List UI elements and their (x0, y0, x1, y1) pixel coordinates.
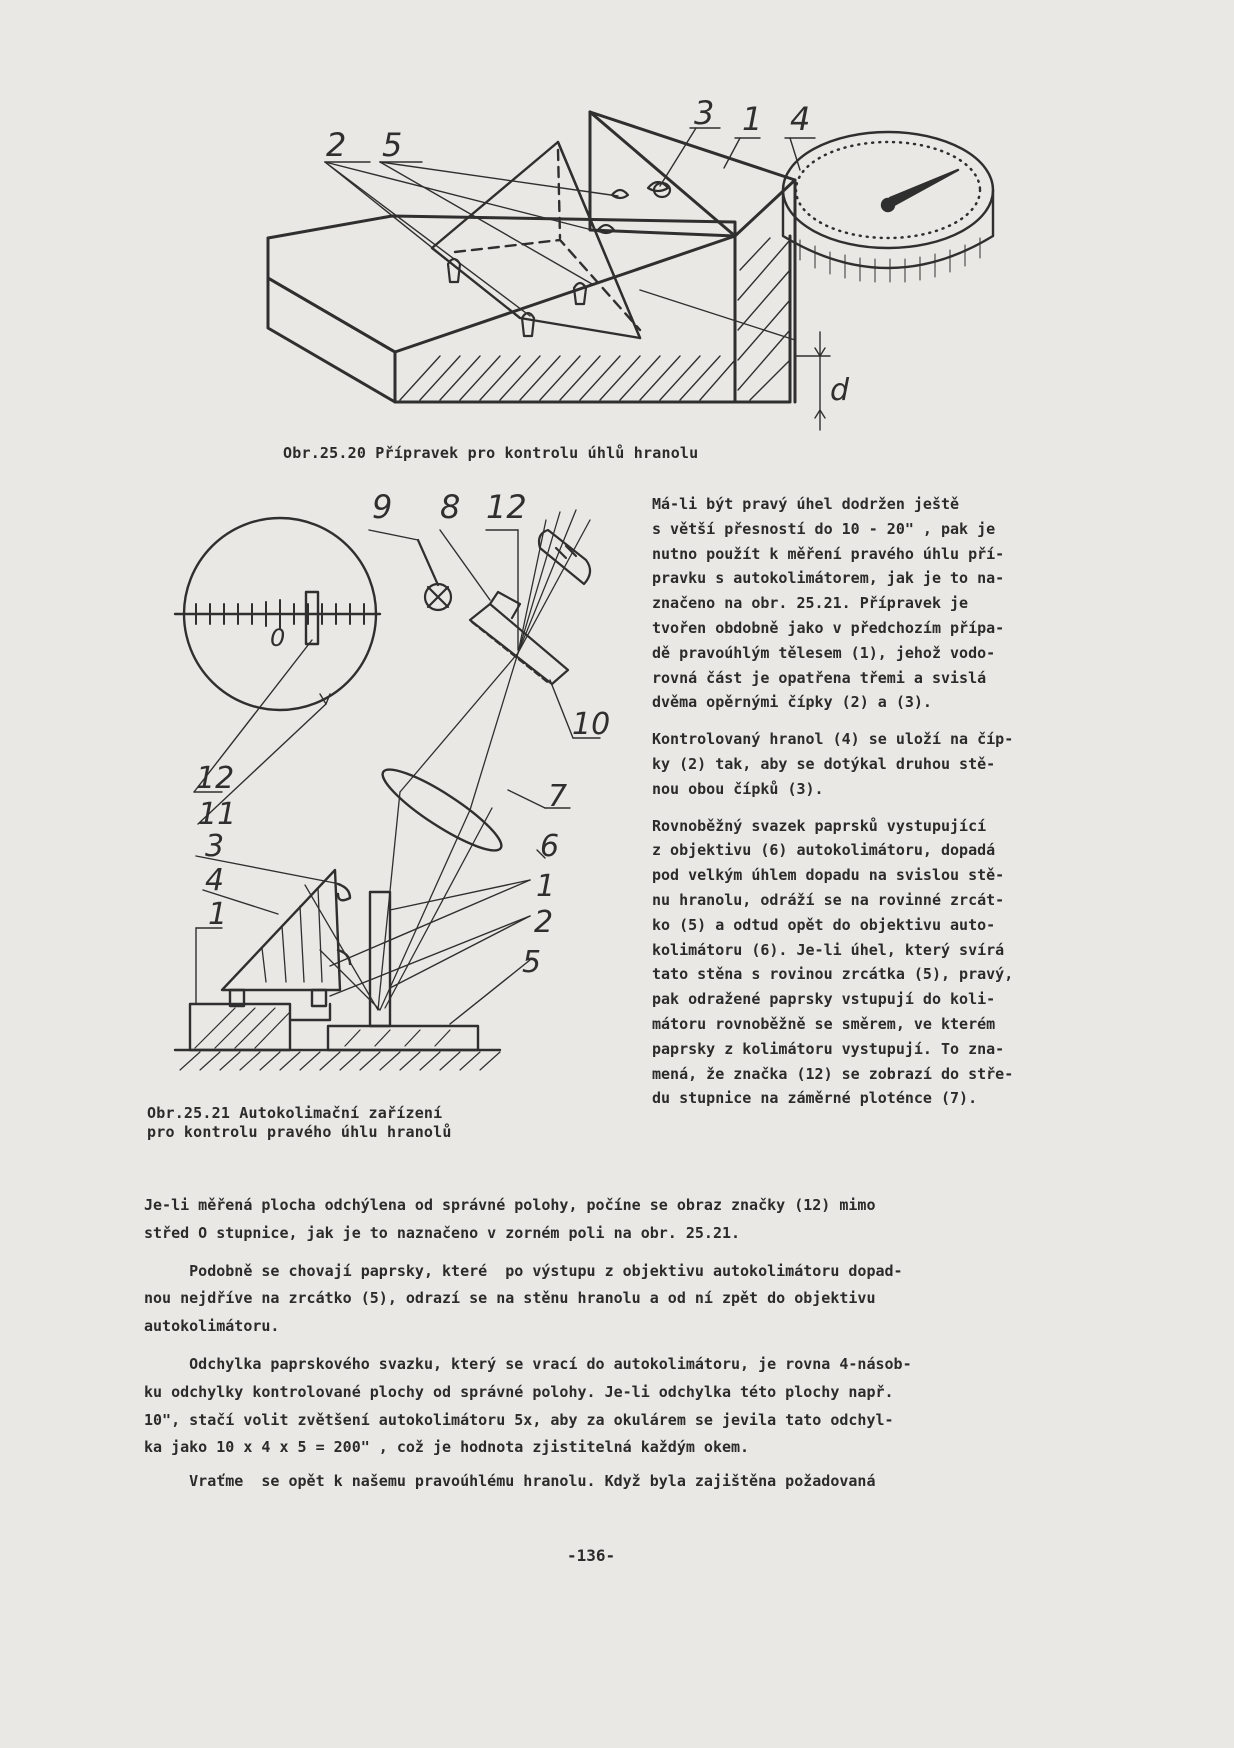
text-line: nu hranolu, odráží se na rovinné zrcát- (652, 890, 1005, 909)
label-12-top: 12 (486, 488, 527, 526)
text-line: dvěma opěrnými čípky (2) a (3). (652, 693, 932, 712)
text-line: pod velkým úhlem dopadu na svislou stě- (652, 866, 1005, 885)
label-3: 3 (694, 94, 715, 132)
text-line: Má-li být pravý úhel dodržen ještě (652, 495, 960, 513)
text-line: značeno na obr. 25.21. Přípravek je (652, 594, 969, 613)
label-0: 0 (270, 624, 286, 652)
text-line: Rovnoběžný svazek paprsků vystupující (652, 816, 987, 835)
text-line: střed O stupnice, jak je to naznačeno v zorném poli na obr. 25.21. (144, 1223, 741, 1242)
figure-25-21-caption (147, 1104, 452, 1142)
label-7: 7 (548, 779, 568, 814)
text-line: nutno použít k měření pravého úhlu pří- (652, 544, 1005, 563)
text-line: ko (5) a odtud opět do objektivu auto- (652, 915, 996, 934)
text-line: ka jako 10 x 4 x 5 = 200" , což je hodnota zjistitelná každým okem. (144, 1438, 750, 1457)
text-line: kolimátoru (6). Je-li úhel, který svírá (652, 940, 1005, 959)
text-line: pak odražené paprsky vstupují do koli- (652, 990, 996, 1009)
text-line: Kontrolovaný hranol (4) se uloží na číp- (652, 730, 1014, 749)
caption-line: Obr.25.21 Autokolimační zařízení (147, 1104, 443, 1122)
label-12-left: 12 (196, 761, 235, 796)
label-11: 11 (198, 797, 237, 832)
text-line: nou obou čípků (3). (652, 779, 824, 798)
text-line: ku odchylky kontrolované plochy od správné polohy. Je-li odchylka této plochy např. (144, 1382, 894, 1401)
label-4: 4 (790, 100, 811, 138)
text-line: dě pravoúhlým tělesem (1), jehož vodo- (652, 643, 996, 662)
label-1-left: 1 (208, 897, 228, 932)
text-line: rovná část je opatřena třemi a svislá (652, 668, 987, 687)
fig2-labels (196, 488, 610, 980)
caption-line: pro kontrolu pravého úhlu hranolů (147, 1123, 452, 1141)
label-9: 9 (372, 488, 393, 526)
base-hatching (180, 1008, 500, 1070)
full-width-text (144, 1192, 1094, 1496)
text-line: Vraťme se opět k našemu pravoúhlému hranolu. Když byla zajištěna požadovaná (144, 1472, 876, 1491)
figure-25-20-caption: Obr.25.20 Přípravek pro kontrolu úhlů hranolu (283, 444, 699, 462)
text-line (144, 1248, 1094, 1258)
page-number: -136- (567, 1546, 616, 1565)
right-column-text (652, 492, 1106, 1111)
label-d: d (830, 373, 850, 408)
text-line: nou nejdříve na zrcátko (5), odrazí se na stěnu hranolu a od ní zpět do objektivu (144, 1289, 876, 1308)
label-1: 1 (742, 100, 763, 138)
text-line: Odchylka paprskového svazku, který se vrací do autokolimátoru, je rovna 4-násob- (144, 1354, 912, 1373)
text-line: ky (2) tak, aby se dotýkal druhou stě- (652, 754, 996, 773)
text-line: tvořen obdobně jako v předchozím přípa- (652, 618, 1005, 637)
label-2: 2 (534, 905, 554, 940)
text-line: 10", stačí volit zvětšení autokolimátoru 5x, aby za okulárem se jevila tato odchyl- (144, 1410, 894, 1429)
label-6: 6 (540, 829, 560, 864)
label-3: 3 (205, 829, 225, 864)
label-1-right: 1 (536, 869, 556, 904)
text-line: paprsky z kolimátoru vystupují. To zna- (652, 1039, 1005, 1058)
text-line: mená, že značka (12) se zobrazí do stře- (652, 1064, 1014, 1083)
text-line: z objektivu (6) autokolimátoru, dopadá (652, 841, 996, 860)
text-line: du stupnice na záměrné ploténce (7). (652, 1089, 978, 1108)
text-line: Je-li měřená plocha odchýlena od správné polohy, počíne se obraz značky (12) mimo (144, 1196, 876, 1214)
label-10: 10 (572, 707, 611, 742)
text-line: tato stěna s rovinou zrcátka (5), pravý, (652, 965, 1014, 984)
text-line: pravku s autokolimátorem, jak je to na- (652, 569, 1005, 588)
lamp (418, 540, 451, 610)
label-4: 4 (205, 863, 225, 898)
text-line: mátoru rovnoběžně se směrem, ve kterém (652, 1014, 996, 1033)
text-line: Podobně se chovají paprsky, které po výstupu z objektivu autokolimátoru dopad- (144, 1261, 903, 1280)
text-line: s větší přesností do 10 - 20" , pak je (652, 519, 996, 538)
text-line (144, 1341, 1094, 1351)
reticle-assembly (470, 592, 568, 684)
prism (222, 870, 350, 1006)
label-5: 5 (522, 945, 542, 980)
label-5: 5 (382, 126, 403, 164)
field-of-view (175, 518, 380, 710)
text-line: autokolimátoru. (144, 1317, 280, 1336)
label-2: 2 (326, 126, 347, 164)
label-8: 8 (440, 488, 461, 526)
